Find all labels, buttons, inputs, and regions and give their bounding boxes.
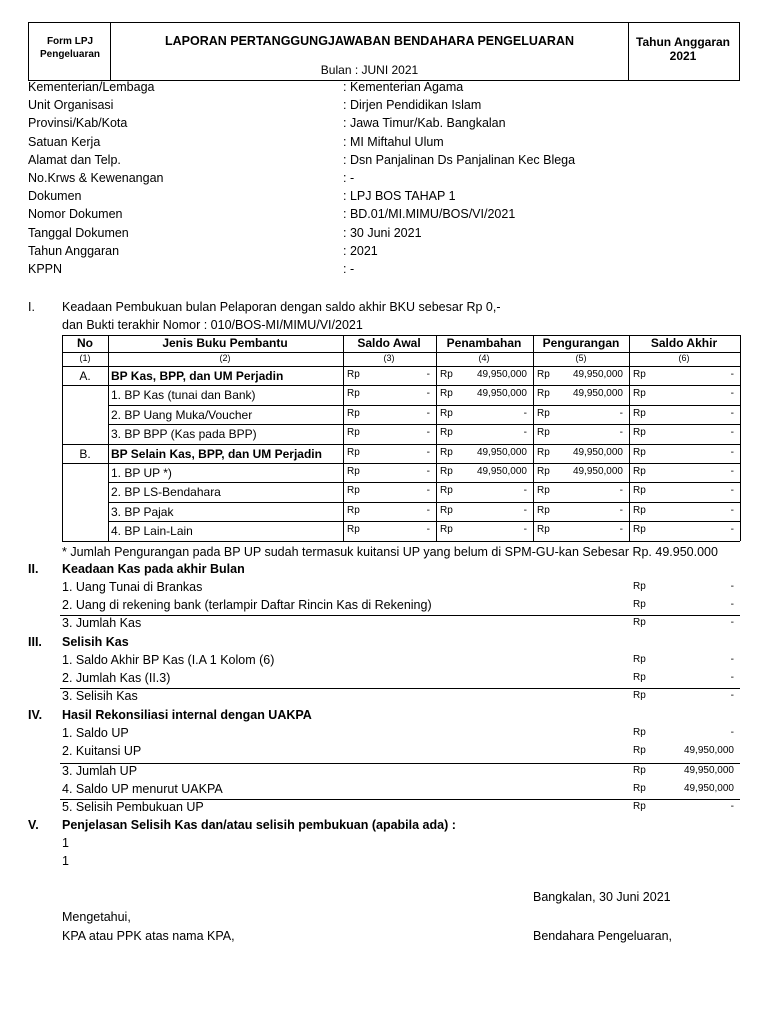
- title-box: [110, 22, 629, 81]
- amount-tambah: -: [523, 407, 527, 419]
- currency-label: Rp: [440, 446, 453, 458]
- currency-label: Rp: [633, 504, 646, 516]
- section4-item-label: 3. Jumlah UP: [62, 764, 138, 778]
- currency-label: Rp: [633, 690, 646, 701]
- currency-label: Rp: [633, 466, 646, 477]
- currency-label: Rp: [347, 485, 360, 497]
- row-name: BP Selain Kas, BPP, dan UM Perjadin: [111, 446, 322, 461]
- info-row: [28, 226, 728, 244]
- currency-label: Rp: [347, 369, 360, 380]
- currency-label: Rp: [537, 485, 550, 497]
- amount-tambah: 49,950,000: [476, 446, 527, 458]
- kpa-label: KPA atau PPK atas nama KPA,: [62, 929, 235, 943]
- info-value: : Dsn Panjalinan Ds Panjalinan Kec Blega: [343, 152, 576, 167]
- currency-label: Rp: [537, 504, 550, 516]
- amount-tambah: -: [523, 504, 527, 516]
- currency-label: Rp: [633, 581, 646, 592]
- amount-kurang: -: [619, 427, 623, 439]
- table-rule: [108, 424, 740, 425]
- year-label: Tahun Anggaran: [636, 35, 730, 49]
- info-label: Alamat dan Telp.: [28, 152, 121, 167]
- section2-item-label: 2. Uang di rekening bank (terlampir Daftar Rincin Kas di Rekening): [62, 598, 432, 612]
- currency-label: Rp: [633, 427, 646, 439]
- section-1-line2: dan Bukti terakhir Nomor : 010/BOS-MI/MIMU/VI/2021: [62, 318, 363, 332]
- report-month: Bulan : JUNI 2021: [320, 63, 419, 77]
- table-rule: [629, 335, 630, 541]
- info-value: : -: [343, 262, 355, 276]
- currency-label: Rp: [633, 446, 646, 458]
- section4-item-label: 2. Kuitansi UP: [62, 744, 142, 758]
- year-value: 2021: [669, 49, 697, 63]
- info-label: Tahun Anggaran: [28, 243, 120, 258]
- row-name: 3. BP Pajak: [111, 504, 174, 519]
- sum-rule: [60, 799, 740, 800]
- amount-awal: -: [426, 369, 430, 380]
- amount-kurang: -: [619, 407, 623, 419]
- explanation-line: 1: [62, 854, 69, 868]
- currency-label: Rp: [537, 369, 550, 380]
- info-value: : 2021: [343, 243, 378, 258]
- amount-awal: -: [426, 427, 430, 439]
- buku-pembantu-table: [62, 335, 740, 542]
- currency-label: Rp: [537, 446, 550, 458]
- section4-item-label: 4. Saldo UP menurut UAKPA: [62, 782, 223, 796]
- section-1-number: I.: [28, 300, 35, 314]
- amount-awal: -: [426, 446, 430, 458]
- column-header: Pengurangan: [542, 336, 620, 350]
- section2-title: Keadaan Kas pada akhir Bulan: [62, 562, 245, 576]
- currency-label: Rp: [633, 801, 646, 812]
- info-row: [28, 135, 728, 153]
- report-title: LAPORAN PERTANGGUNGJAWABAN BENDAHARA PENGELUARAN: [164, 34, 575, 48]
- explanation-line: 1: [62, 836, 69, 850]
- info-row: [28, 189, 728, 207]
- currency-label: Rp: [347, 427, 360, 439]
- table-rule: [436, 335, 437, 541]
- currency-label: Rp: [440, 427, 453, 439]
- section4-item-value: 49,950,000: [683, 783, 734, 794]
- currency-label: Rp: [347, 407, 360, 419]
- table-rule: [62, 541, 740, 542]
- form-label-line1: Form LPJ: [46, 36, 94, 47]
- row-name: 1. BP UP *): [111, 466, 172, 480]
- amount-awal: -: [426, 485, 430, 497]
- info-row: [28, 244, 728, 262]
- info-row: [28, 80, 728, 98]
- table-rule: [108, 335, 109, 541]
- section2-item-label: 1. Uang Tunai di Brankas: [62, 580, 203, 594]
- form-label-line2: Pengeluaran: [39, 49, 101, 60]
- table-rule: [533, 335, 534, 541]
- currency-label: Rp: [633, 524, 646, 536]
- currency-label: Rp: [537, 407, 550, 419]
- amount-akhir: -: [730, 369, 734, 380]
- info-row: [28, 171, 728, 189]
- amount-tambah: 49,950,000: [476, 388, 527, 400]
- amount-akhir: -: [730, 446, 734, 458]
- amount-kurang: 49,950,000: [572, 466, 623, 477]
- section2-item-label: 3. Jumlah Kas: [62, 616, 142, 630]
- info-label: Provinsi/Kab/Kota: [28, 116, 128, 131]
- amount-tambah: 49,950,000: [476, 369, 527, 380]
- section5-number: V.: [28, 818, 39, 832]
- table-rule: [62, 335, 63, 541]
- table-rule: [62, 366, 740, 367]
- currency-label: Rp: [347, 466, 360, 477]
- amount-kurang: 49,950,000: [572, 388, 623, 400]
- bendahara-label: Bendahara Pengeluaran,: [533, 929, 673, 943]
- row-name: 4. BP Lain-Lain: [111, 524, 193, 539]
- row-number: A.: [79, 369, 91, 383]
- currency-label: Rp: [347, 524, 360, 536]
- section2-number: II.: [28, 562, 39, 576]
- column-header: Saldo Awal: [357, 336, 421, 350]
- amount-awal: -: [426, 504, 430, 516]
- info-value: : -: [343, 171, 355, 185]
- info-label: No.Krws & Kewenangan: [28, 171, 164, 185]
- column-header: Jenis Buku Pembantu: [162, 336, 288, 350]
- column-header: Saldo Akhir: [650, 336, 718, 350]
- amount-tambah: -: [523, 485, 527, 497]
- section4-item-label: 1. Saldo UP: [62, 726, 129, 740]
- currency-label: Rp: [440, 369, 453, 380]
- table-rule: [108, 482, 740, 483]
- info-value: : LPJ BOS TAHAP 1: [343, 189, 456, 204]
- amount-akhir: -: [730, 407, 734, 419]
- info-label: Dokumen: [28, 189, 82, 204]
- amount-akhir: -: [730, 466, 734, 477]
- info-label: Nomor Dokumen: [28, 207, 123, 222]
- info-label: Unit Organisasi: [28, 98, 114, 113]
- place-date: Bangkalan, 30 Juni 2021: [533, 890, 671, 904]
- column-number: (3): [383, 353, 395, 363]
- column-header: No: [77, 336, 93, 350]
- amount-tambah: -: [523, 427, 527, 439]
- sum-rule: [60, 688, 740, 689]
- section4-item-label: 5. Selisih Pembukuan UP: [62, 800, 204, 814]
- currency-label: Rp: [347, 446, 360, 458]
- section4-item-value: -: [730, 727, 734, 738]
- info-row: [28, 98, 728, 116]
- table-rule: [108, 502, 740, 503]
- amount-kurang: 49,950,000: [572, 446, 623, 458]
- info-label: Kementerian/Lembaga: [28, 80, 155, 94]
- mengetahui-label: Mengetahui,: [62, 910, 131, 924]
- column-header: Penambahan: [446, 336, 522, 350]
- amount-kurang: 49,950,000: [572, 369, 623, 380]
- info-value: : 30 Juni 2021: [343, 225, 422, 240]
- row-name: BP Kas, BPP, dan UM Perjadin: [111, 369, 284, 383]
- table-rule: [108, 463, 740, 464]
- section3-item-value: -: [730, 654, 734, 665]
- column-number: (6): [678, 353, 690, 363]
- currency-label: Rp: [537, 427, 550, 439]
- info-label: Satuan Kerja: [28, 134, 101, 149]
- currency-label: Rp: [347, 504, 360, 516]
- currency-label: Rp: [537, 466, 550, 477]
- info-value: : Jawa Timur/Kab. Bangkalan: [343, 116, 506, 131]
- section3-item-label: 3. Selisih Kas: [62, 689, 138, 703]
- currency-label: Rp: [440, 504, 453, 516]
- amount-tambah: -: [523, 524, 527, 536]
- section4-item-value: 49,950,000: [683, 765, 734, 776]
- row-name: 3. BP BPP (Kas pada BPP): [111, 427, 257, 442]
- column-number: (4): [478, 353, 490, 363]
- table-rule: [108, 444, 740, 445]
- sum-rule: [60, 615, 740, 616]
- currency-label: Rp: [633, 485, 646, 497]
- info-label: KPPN: [28, 262, 63, 276]
- section3-item-label: 1. Saldo Akhir BP Kas (I.A 1 Kolom (6): [62, 653, 275, 667]
- row-number: B.: [79, 446, 91, 461]
- amount-awal: -: [426, 407, 430, 419]
- column-number: (1): [79, 353, 91, 363]
- amount-akhir: -: [730, 504, 734, 516]
- currency-label: Rp: [633, 599, 646, 610]
- currency-label: Rp: [633, 388, 646, 400]
- table-rule: [343, 335, 344, 541]
- section4-item-value: -: [730, 801, 734, 812]
- info-row: [28, 207, 728, 225]
- currency-label: Rp: [633, 369, 646, 380]
- amount-kurang: -: [619, 504, 623, 516]
- column-number: (5): [575, 353, 587, 363]
- amount-akhir: -: [730, 524, 734, 536]
- currency-label: Rp: [440, 524, 453, 536]
- currency-label: Rp: [440, 388, 453, 400]
- table-rule: [108, 385, 740, 386]
- currency-label: Rp: [633, 617, 646, 628]
- section5-title: Penjelasan Selisih Kas dan/atau selisih pembukuan (apabila ada) :: [62, 818, 456, 832]
- form-label-box: [28, 22, 111, 81]
- info-value: : MI Miftahul Ulum: [343, 134, 444, 149]
- section3-title: Selisih Kas: [62, 635, 129, 649]
- amount-awal: -: [426, 466, 430, 477]
- currency-label: Rp: [347, 388, 360, 400]
- section3-item-value: -: [730, 690, 734, 701]
- currency-label: Rp: [633, 672, 646, 683]
- amount-tambah: 49,950,000: [476, 466, 527, 477]
- year-box: [627, 22, 740, 81]
- section3-item-value: -: [730, 672, 734, 683]
- section4-number: IV.: [28, 708, 43, 722]
- row-name: 2. BP Uang Muka/Voucher: [111, 407, 253, 422]
- currency-label: Rp: [440, 466, 453, 477]
- column-number: (2): [219, 353, 231, 363]
- amount-akhir: -: [730, 388, 734, 400]
- sum-rule: [60, 763, 740, 764]
- section-1-line1: Keadaan Pembukuan bulan Pelaporan dengan saldo akhir BKU sebesar Rp 0,-: [62, 300, 501, 314]
- currency-label: Rp: [440, 485, 453, 497]
- info-row: [28, 262, 728, 280]
- table-rule: [108, 521, 740, 522]
- section4-title: Hasil Rekonsiliasi internal dengan UAKPA: [62, 708, 312, 722]
- section4-item-value: 49,950,000: [683, 745, 734, 756]
- amount-awal: -: [426, 388, 430, 400]
- info-value: : BD.01/MI.MIMU/BOS/VI/2021: [343, 207, 516, 222]
- amount-akhir: -: [730, 427, 734, 439]
- currency-label: Rp: [633, 783, 646, 794]
- currency-label: Rp: [537, 524, 550, 536]
- currency-label: Rp: [440, 407, 453, 419]
- section2-item-value: -: [730, 617, 734, 628]
- amount-awal: -: [426, 524, 430, 536]
- info-row: [28, 153, 728, 171]
- info-row: [28, 116, 728, 134]
- table-footnote: * Jumlah Pengurangan pada BP UP sudah termasuk kuitansi UP yang belum di SPM-GU-kan Sebesar Rp. 49.950.000: [62, 545, 718, 559]
- currency-label: Rp: [633, 765, 646, 776]
- section3-item-label: 2. Jumlah Kas (II.3): [62, 671, 171, 685]
- table-rule: [740, 335, 741, 541]
- currency-label: Rp: [633, 407, 646, 419]
- section3-number: III.: [28, 635, 42, 649]
- info-label: Tanggal Dokumen: [28, 225, 129, 240]
- row-name: 1. BP Kas (tunai dan Bank): [111, 388, 256, 403]
- currency-label: Rp: [633, 727, 646, 738]
- section2-item-value: -: [730, 599, 734, 610]
- section2-item-value: -: [730, 581, 734, 592]
- info-value: : Dirjen Pendidikan Islam: [343, 98, 482, 113]
- currency-label: Rp: [633, 745, 646, 756]
- info-value: : Kementerian Agama: [343, 80, 464, 94]
- currency-label: Rp: [633, 654, 646, 665]
- row-name: 2. BP LS-Bendahara: [111, 485, 221, 500]
- amount-kurang: -: [619, 524, 623, 536]
- amount-kurang: -: [619, 485, 623, 497]
- currency-label: Rp: [537, 388, 550, 400]
- table-rule: [108, 405, 740, 406]
- amount-akhir: -: [730, 485, 734, 497]
